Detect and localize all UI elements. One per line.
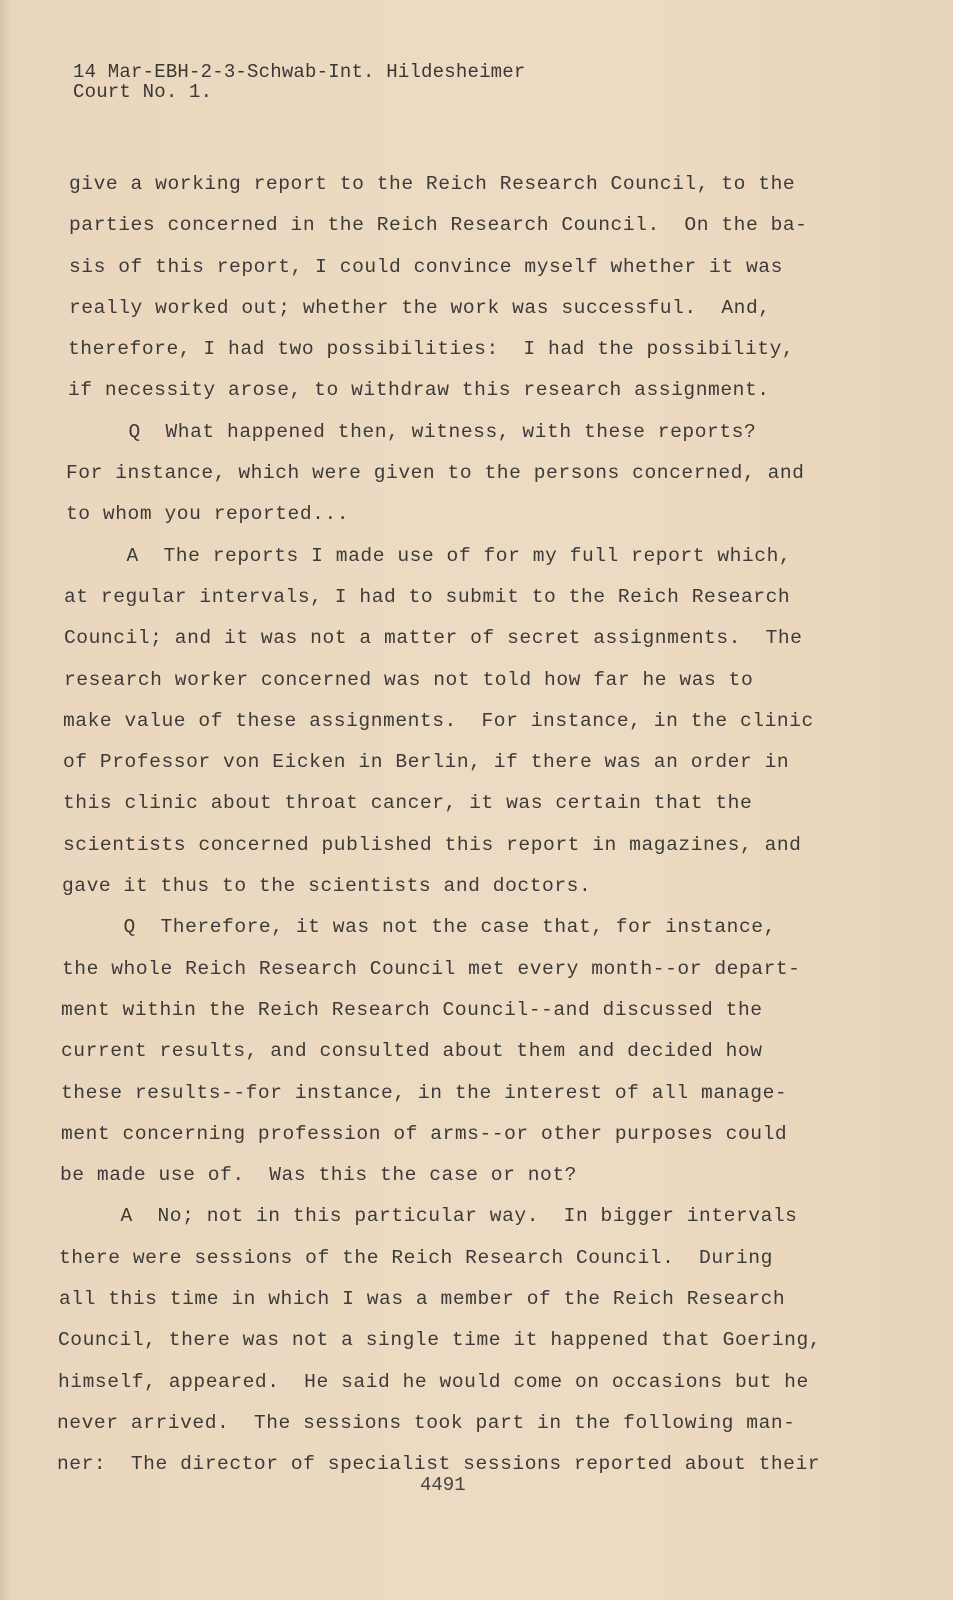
transcript-line: Q Therefore, it was not the case that, for instance, bbox=[62, 916, 776, 939]
transcript-line: at regular intervals, I had to submit to the Reich Research bbox=[64, 585, 791, 608]
header-court: Court No. 1. bbox=[73, 81, 213, 103]
transcript-line: make value of these assignments. For instance, in the clinic bbox=[63, 709, 814, 732]
page-number: 4491 bbox=[420, 1474, 466, 1496]
transcript-line: Council, there was not a single time it happened that Goering, bbox=[58, 1329, 822, 1352]
transcript-line: really worked out; whether the work was successful. And, bbox=[69, 296, 771, 319]
transcript-line: if necessity arose, to withdraw this research assignment. bbox=[68, 379, 770, 402]
transcript-line: these results--for instance, in the interest of all manage- bbox=[61, 1081, 788, 1104]
transcript-line: research worker concerned was not told how far he was to bbox=[64, 668, 754, 691]
transcript-line: Council; and it was not a matter of secret assignments. The bbox=[64, 627, 803, 650]
transcript-line: there were sessions of the Reich Research Council. During bbox=[59, 1246, 773, 1269]
header-reference: 14 Mar-EBH-2-3-Schwab-Int. Hildesheimer bbox=[73, 61, 526, 83]
transcript-line: be made use of. Was this the case or not? bbox=[60, 1164, 577, 1187]
transcript-line: this clinic about throat cancer, it was certain that the bbox=[63, 792, 753, 815]
transcript-line: For instance, which were given to the persons concerned, and bbox=[66, 462, 805, 485]
transcript-line: therefore, I had two possibilities: I had the possibility, bbox=[68, 338, 795, 361]
transcript-line: of Professor von Eicken in Berlin, if there was an order in bbox=[63, 751, 790, 774]
document-header bbox=[73, 62, 525, 102]
transcript-line: gave it thus to the scientists and doctors. bbox=[62, 875, 592, 898]
transcript-line: A The reports I made use of for my full report which, bbox=[65, 544, 792, 567]
transcript-line: scientists concerned published this report in magazines, and bbox=[63, 833, 802, 856]
transcript-line: ment within the Reich Research Council--and discussed the bbox=[61, 998, 763, 1021]
transcript-line: ment concerning profession of arms--or other purposes could bbox=[61, 1122, 788, 1145]
transcript-line: current results, and consulted about them and decided how bbox=[61, 1040, 763, 1063]
transcript-line: parties concerned in the Reich Research Council. On the ba- bbox=[69, 214, 808, 237]
transcript-line: sis of this report, I could convince myself whether it was bbox=[69, 255, 783, 278]
transcript-line: A No; not in this particular way. In bigger intervals bbox=[59, 1205, 798, 1228]
transcript-line: Q What happened then, witness, with these reports? bbox=[67, 420, 757, 443]
transcript-line: never arrived. The sessions took part in the following man- bbox=[57, 1411, 796, 1434]
transcript-line: ner: The director of specialist sessions reported about their bbox=[57, 1453, 821, 1476]
transcript-line: himself, appeared. He said he would come on occasions but he bbox=[58, 1370, 809, 1393]
transcript-line: the whole Reich Research Council met every month--or depart- bbox=[62, 957, 801, 980]
transcript-line: to whom you reported... bbox=[66, 503, 350, 526]
transcript-line: give a working report to the Reich Research Council, to the bbox=[69, 173, 796, 195]
transcript-body bbox=[57, 164, 840, 1486]
transcript-line: all this time in which I was a member of the Reich Research bbox=[59, 1288, 786, 1311]
